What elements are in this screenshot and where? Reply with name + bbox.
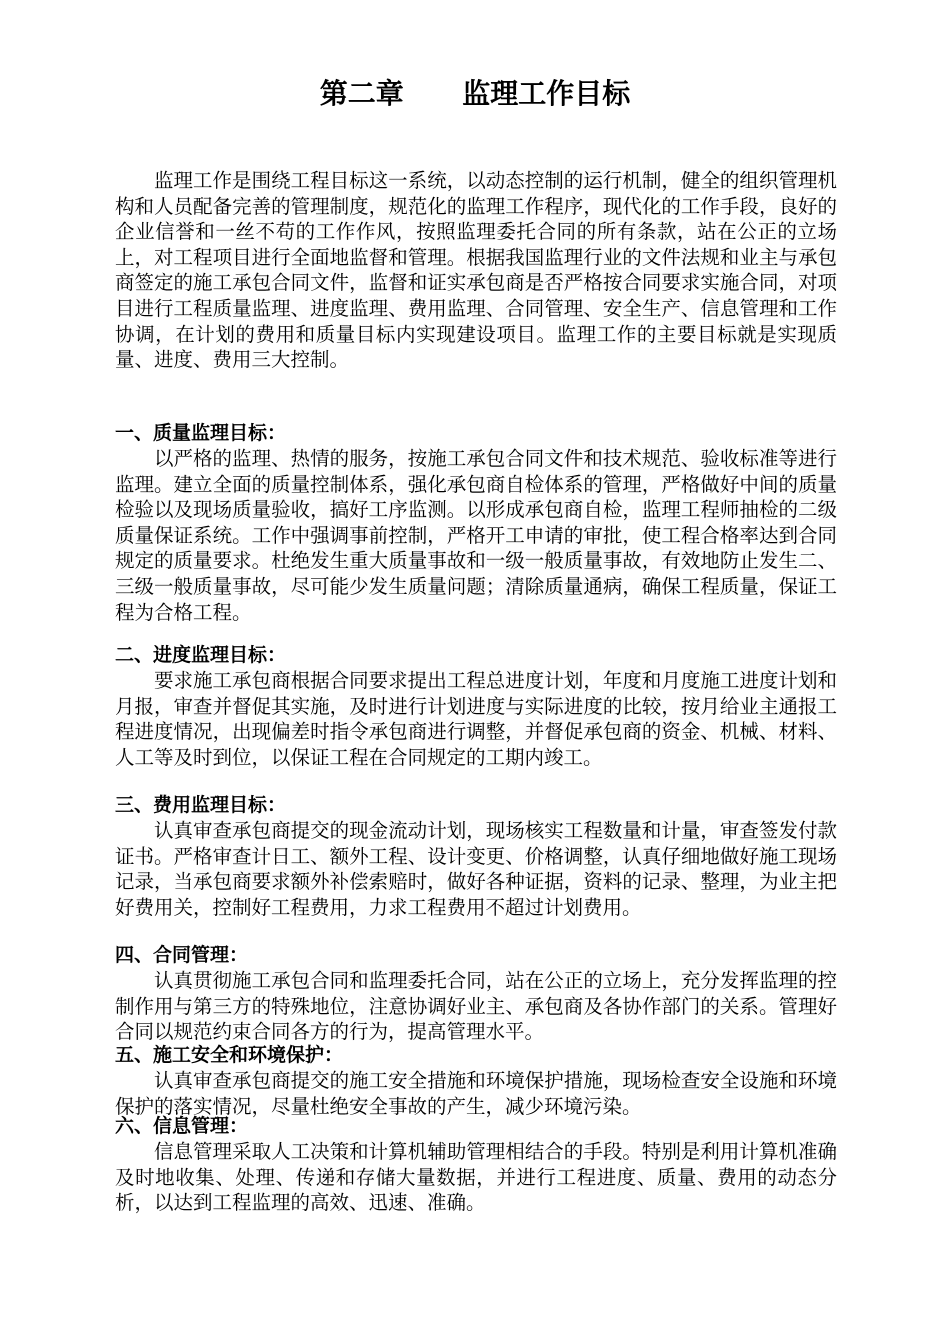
section-text-cost: 认真审查承包商提交的现金流动计划，现场核实工程数量和计量，审查签发付款证书。严格审查计日工、额外工程、设计变更、价格调整，认真仔细地做好施工现场记录，当承包商要求额外补偿索赔时，做好各种证据，资料的记录、整理，为业主把好费用关，控制好工程费用，力求工程费用不超过计划费用。: [115, 819, 837, 919]
section-text-quality: 以严格的监理、热情的服务，按施工承包合同文件和技术规范、验收标准等进行监理。建立全面的质量控制体系，强化承包商自检体系的管理，严格做好中间的质量检验以及现场质量验收，搞好工序监测。以形成承包商自检，监理工程师抽检的二级质量保证系统。工作中强调事前控制，严格开工申请的审批，使工程合格率达到合同规定的质量要求。杜绝发生重大质量事故和一级一般质量事故，有效地防止发生二、三级一般质量事故，尽可能少发生质量问题；清除质量通病，确保工程质量，保证工程为合格工程。: [115, 447, 837, 624]
section-heading-information: 六、信息管理：: [115, 1115, 249, 1137]
section-contract: [115, 942, 837, 1045]
intro-block: [115, 168, 837, 373]
section-text-information: 信息管理采取人工决策和计算机辅助管理相结合的手段。特别是利用计算机准确及时地收集、处理、传递和存储大量数据，并进行工程进度、质量、费用的动态分析，以达到工程监理的高效、迅速、准确。: [115, 1140, 837, 1215]
section-schedule: [115, 642, 837, 770]
section-text-schedule: 要求施工承包商根据合同要求提出工程总进度计划，年度和月度施工进度计划和月报，审查并督促其实施，及时进行计划进度与实际进度的比较，按月给业主通报工程进度情况，出现偏差时指令承包商进行调整，并督促承包商的资金、机械、材料、人工等及时到位，以保证工程在合同规定的工期内竣工。: [115, 669, 837, 769]
section-heading-schedule: 二、进度监理目标：: [115, 644, 287, 666]
section-cost: [115, 792, 837, 920]
section-text-safety: 认真审查承包商提交的施工安全措施和环境保护措施，现场检查安全设施和环境保护的落实情况，尽量杜绝安全事故的产生，减少环境污染。: [115, 1069, 837, 1118]
section-text-contract: 认真贯彻施工承包合同和监理委托合同，站在公正的立场上，充分发挥监理的控制作用与第三方的特殊地位，注意协调好业主、承包商及各协作部门的关系。管理好合同以规范约束合同各方的行为，提高管理水平。: [115, 969, 837, 1044]
chapter-title: 第二章 监理工作目标: [319, 77, 631, 110]
section-heading-contract: 四、合同管理：: [115, 944, 249, 966]
section-heading-safety: 五、施工安全和环境保护：: [115, 1044, 344, 1066]
section-information: [115, 1113, 837, 1216]
intro-paragraph: 监理工作是围绕工程目标这一系统，以动态控制的运行机制，健全的组织管理机构和人员配备完善的管理制度，规范化的监理工作程序，现代化的工作手段，良好的企业信誉和一丝不苟的工作作风，按照监理委托合同的所有条款，站在公正的立场上，对工程项目进行全面地监督和管理。根据我国监理行业的文件法规和业主与承包商签定的施工承包合同文件，监督和证实承包商是否严格按合同要求实施合同，对项目进行工程质量监理、进度监理、费用监理、合同管理、安全生产、信息管理和工作协调，在计划的费用和质量目标内实现建设项目。监理工作的主要目标就是实现质量、进度、费用三大控制。: [115, 169, 837, 372]
section-heading-cost: 三、费用监理目标：: [115, 794, 287, 816]
section-heading-quality: 一、质量监理目标：: [115, 422, 287, 444]
section-quality: [115, 420, 837, 625]
section-safety: [115, 1042, 837, 1119]
